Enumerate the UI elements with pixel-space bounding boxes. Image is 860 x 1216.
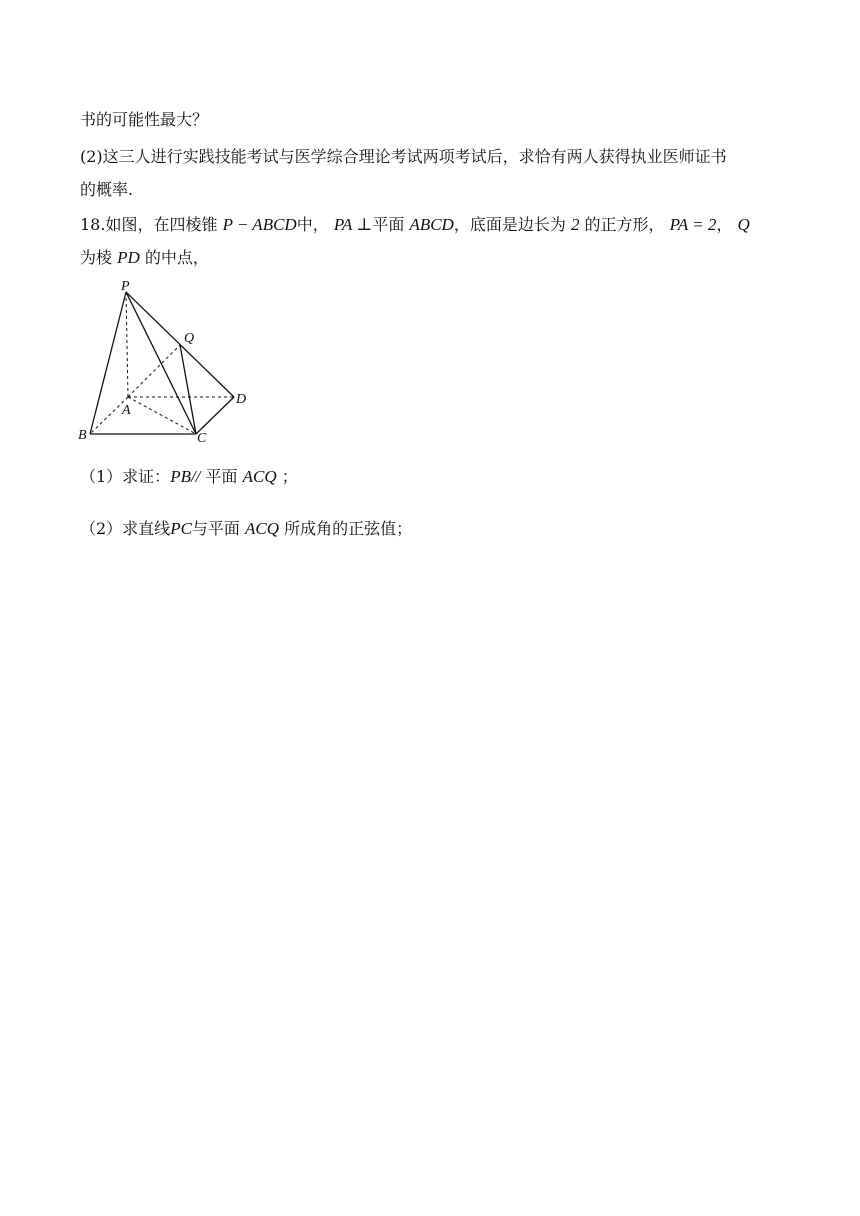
label-q: Q — [184, 331, 195, 346]
q18-text: 的正方形， — [584, 215, 665, 234]
q18-text: ， — [716, 215, 733, 234]
part1-suffix: ； — [281, 467, 298, 486]
math-pd: PD — [117, 248, 140, 267]
label-b: B — [78, 428, 87, 443]
part1-mid: 平面 — [205, 467, 238, 486]
q18-text: 为棱 — [80, 248, 113, 267]
q17-part2-line1: (2)这三人进行实践技能考试与医学综合理论考试两项考试后，求恰有两人获得执业医师证书 — [80, 147, 727, 166]
q18-text: 中， — [296, 215, 329, 234]
q18-part1 — [80, 467, 298, 487]
q17-continuation — [80, 110, 208, 130]
edge-dc — [196, 397, 234, 434]
math-perp: PA ⊥ — [333, 215, 373, 234]
q18-text: ，底面是边长为 — [453, 215, 566, 234]
q18-text: 如图，在四棱锥 — [105, 215, 218, 234]
q17-part2-line2: 的概率. — [80, 180, 134, 199]
q18-number: 18. — [80, 215, 106, 234]
q18-stem-line1 — [80, 215, 750, 235]
math-two: 2 — [570, 215, 580, 234]
edge-pd — [126, 292, 234, 397]
math-pyramid: P − ABCD — [222, 215, 297, 234]
math-q: Q — [737, 215, 750, 234]
part2-mid: 与平面 — [191, 519, 240, 538]
label-c: C — [197, 431, 207, 446]
q18-text: 的中点， — [144, 248, 209, 267]
math-pa-eq: PA = 2 — [669, 215, 717, 234]
label-a: A — [122, 403, 131, 418]
label-d: D — [236, 392, 247, 407]
q18-text: 平面 — [372, 215, 405, 234]
part1-prefix: （1）求证： — [80, 467, 171, 486]
math-pb-parallel: PB// — [170, 467, 201, 486]
math-plane: ABCD — [409, 215, 454, 234]
edge-pa — [126, 292, 128, 397]
edge-pc — [126, 292, 196, 434]
math-acq: ACQ — [242, 467, 277, 486]
part2-suffix: 所成角的正弦值； — [284, 519, 413, 538]
q17-line1: 书的可能性最大？ — [80, 110, 209, 129]
edge-ac — [128, 397, 196, 434]
edge-pb — [90, 292, 126, 434]
edge-aq — [128, 345, 180, 397]
q18-part2 — [80, 519, 412, 539]
math-acq: ACQ — [245, 519, 280, 538]
q18-stem-line2 — [80, 248, 209, 268]
math-pc: PC — [170, 519, 192, 538]
part2-prefix: （2）求直线 — [80, 519, 171, 538]
pyramid-figure — [76, 278, 256, 448]
label-p: P — [121, 279, 130, 294]
